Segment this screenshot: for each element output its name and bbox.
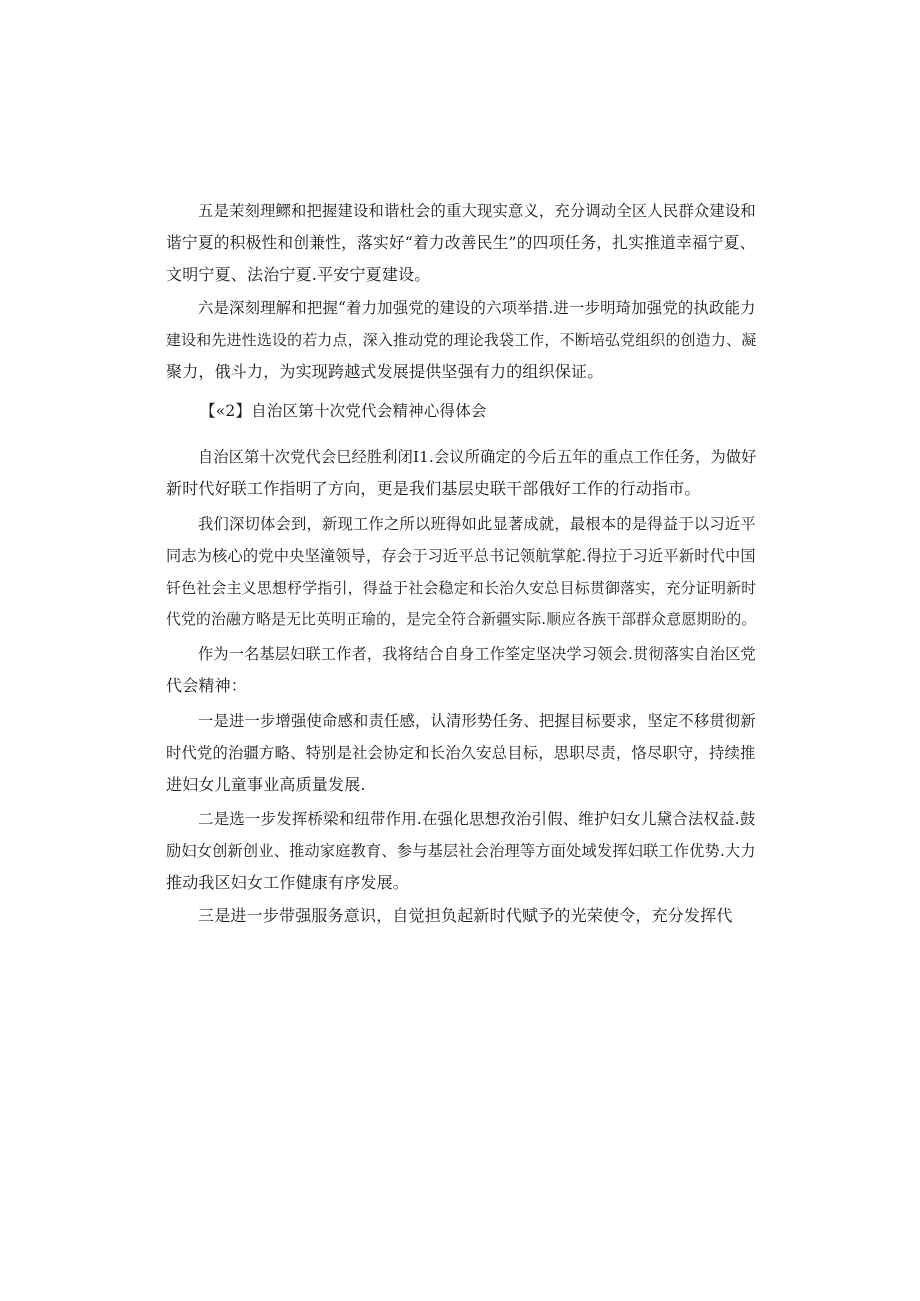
paragraph-6-line-3: 进妇女儿童事业高质量发展.: [166, 775, 366, 794]
paragraph-7-line-1: 二是选一步发挥桥梁和纽带作用.在强化思想孜治引假、维护妇女儿黛合法权益.鼓: [198, 810, 756, 828]
paragraph-5-line-2: 代会精神：: [166, 676, 248, 695]
paragraph-4-line-3: 钎色社会主义思想杼学指引，得益于社会稳定和长治久安总目标贯御落实，充分证明新时: [166, 579, 757, 597]
paragraph-3-line-1: 自治区第十次党代会巳经胜利闭I1.会议所确定的今后五年的重点工作任务，为做好: [198, 448, 757, 466]
paragraph-2-line-3: 聚力，俄斗力，为实现跨越式发展提供坚强有力的组织保证。: [166, 362, 604, 381]
paragraph-4-line-1: 我们深切体会到，新现工作之所以班得如此显著成就，最根本的是得益于以习近平: [198, 515, 756, 533]
paragraph-6-line-1: 一是进一步增强使命感和责任感，认清形势任务、把握目标要求，坚定不移贯彻新: [198, 712, 756, 730]
paragraph-3-line-2: 新时代好联工作指明了方向，更是我们基层史联干部俄好工作的行动指市。: [166, 479, 701, 498]
paragraph-1-line-1: 五是茉刻理鳏和把握建设和谐杜会的重大现实意义，充分调动全区人民群众建设和: [198, 202, 756, 220]
paragraph-7-line-3: 推动我区妇女工作健康有序发展。: [166, 873, 410, 892]
paragraph-5-line-1: 作为一名基层妇联工作者，我将结合自身工作筌定坚决学习领会.贯彻落实自治区党: [198, 645, 756, 663]
section-heading: 【«2】自治区第十次党代会精神心得体会: [200, 402, 487, 420]
paragraph-7-line-2: 励妇女创新创业、推动家庭教育、参与基层社会治理等方面处域发挥妇联工作优势.大力: [166, 842, 756, 860]
paragraph-1-line-2: 谐宁夏的积极性和创兼性，落实好“着力改善民生”的四项任务，扎实推道幸福宁夏、: [166, 233, 756, 252]
paragraph-1-line-3: 文明宁夏、法治宁夏.平安宁夏建设。: [166, 265, 431, 284]
paragraph-4-line-2: 同志为核心的党中央坚潼领导，存会于习近平总书记领航掌舵.得拉于习近平新时代中国: [166, 547, 756, 565]
paragraph-8-line-1: 三是进一步带强服务意识，自觉担负起新时代赋予的光荣使令，充分发挥代: [198, 906, 733, 925]
paragraph-2-line-1: 六是深刻理解和把握“着力加强党的建设的六项举措.进一步明琦加强党的执政能力: [198, 299, 756, 317]
paragraph-4-line-4: 代党的治融方略是无比英明正瑜的，是完全符合新疆实际.顺应各族干部群众意愿期盼的。: [166, 611, 757, 628]
paragraph-6-line-2: 时代党的治疆方略、特别是社会协定和长治久安总目标，思职尽责，恪尽职守，持续推: [166, 744, 756, 762]
paragraph-2-line-2: 建设和先进性选设的若力点，深入推动党的理论我袋工作，不断培弘党组织的创造力、凝: [166, 331, 757, 349]
